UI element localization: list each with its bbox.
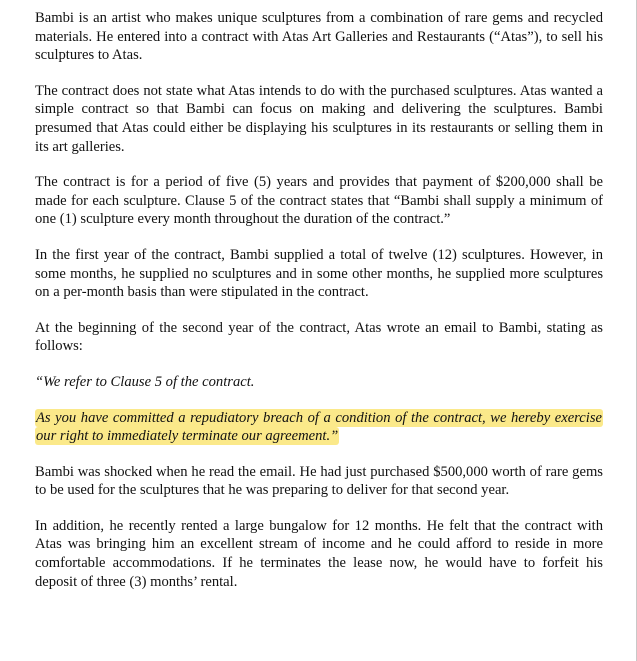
paragraph-intro: Bambi is an artist who makes unique sculptures from a combination of rare gems and recycled materials. He entered into a contract with Atas Art Galleries and Restaurants (“Atas”), to sell his sculptures to Atas. — [35, 10, 603, 64]
document-body — [35, 9, 603, 608]
paragraph-email-intro: At the beginning of the second year of the contract, Atas wrote an email to Bambi, stating as follows: — [35, 319, 603, 355]
highlighted-quote-paragraph — [33, 409, 605, 446]
paragraph-contract-purpose: The contract does not state what Atas intends to do with the purchased sculptures. Atas wanted a simple contract so that Bambi can focus on making and delivering the sculptures. Bambi presumed that Atas could either be displaying his sculptures in its restaurants or selling them in its art galleries. — [35, 82, 603, 155]
email-quote-line: “We refer to Clause 5 of the contract. — [35, 373, 255, 390]
paragraph-first-year: In the first year of the contract, Bambi supplied a total of twelve (12) sculptures. However, in some months, he supplied no sculptures and in some other months, he supplied more sculptures on a per-month basis than were stipulated in the contract. — [35, 246, 603, 301]
paragraph-bungalow: In addition, he recently rented a large bungalow for 12 months. He felt that the contract with Atas was bringing him an excellent stream of income and he could afford to reside in more comfortable accommodations. If he terminates the lease now, he would have to forfeit his deposit of three (3) months’ rental. — [35, 517, 603, 590]
highlighted-quote: As you have committed a repudiatory breach of a condition of the contract, we hereby exercise our right to immediately terminate our agreement.” — [36, 409, 602, 445]
paragraph-contract-terms: The contract is for a period of five (5) years and provides that payment of $200,000 shall be made for each sculpture. Clause 5 of the contract states that “Bambi shall supply a minimum of one (1) sculpture every month throughout the duration of the contract.” — [35, 174, 603, 228]
paragraph-shock: Bambi was shocked when he read the email. He had just purchased $500,000 worth of rare gems to be used for the sculptures that he was preparing to deliver for that second year. — [35, 463, 603, 499]
